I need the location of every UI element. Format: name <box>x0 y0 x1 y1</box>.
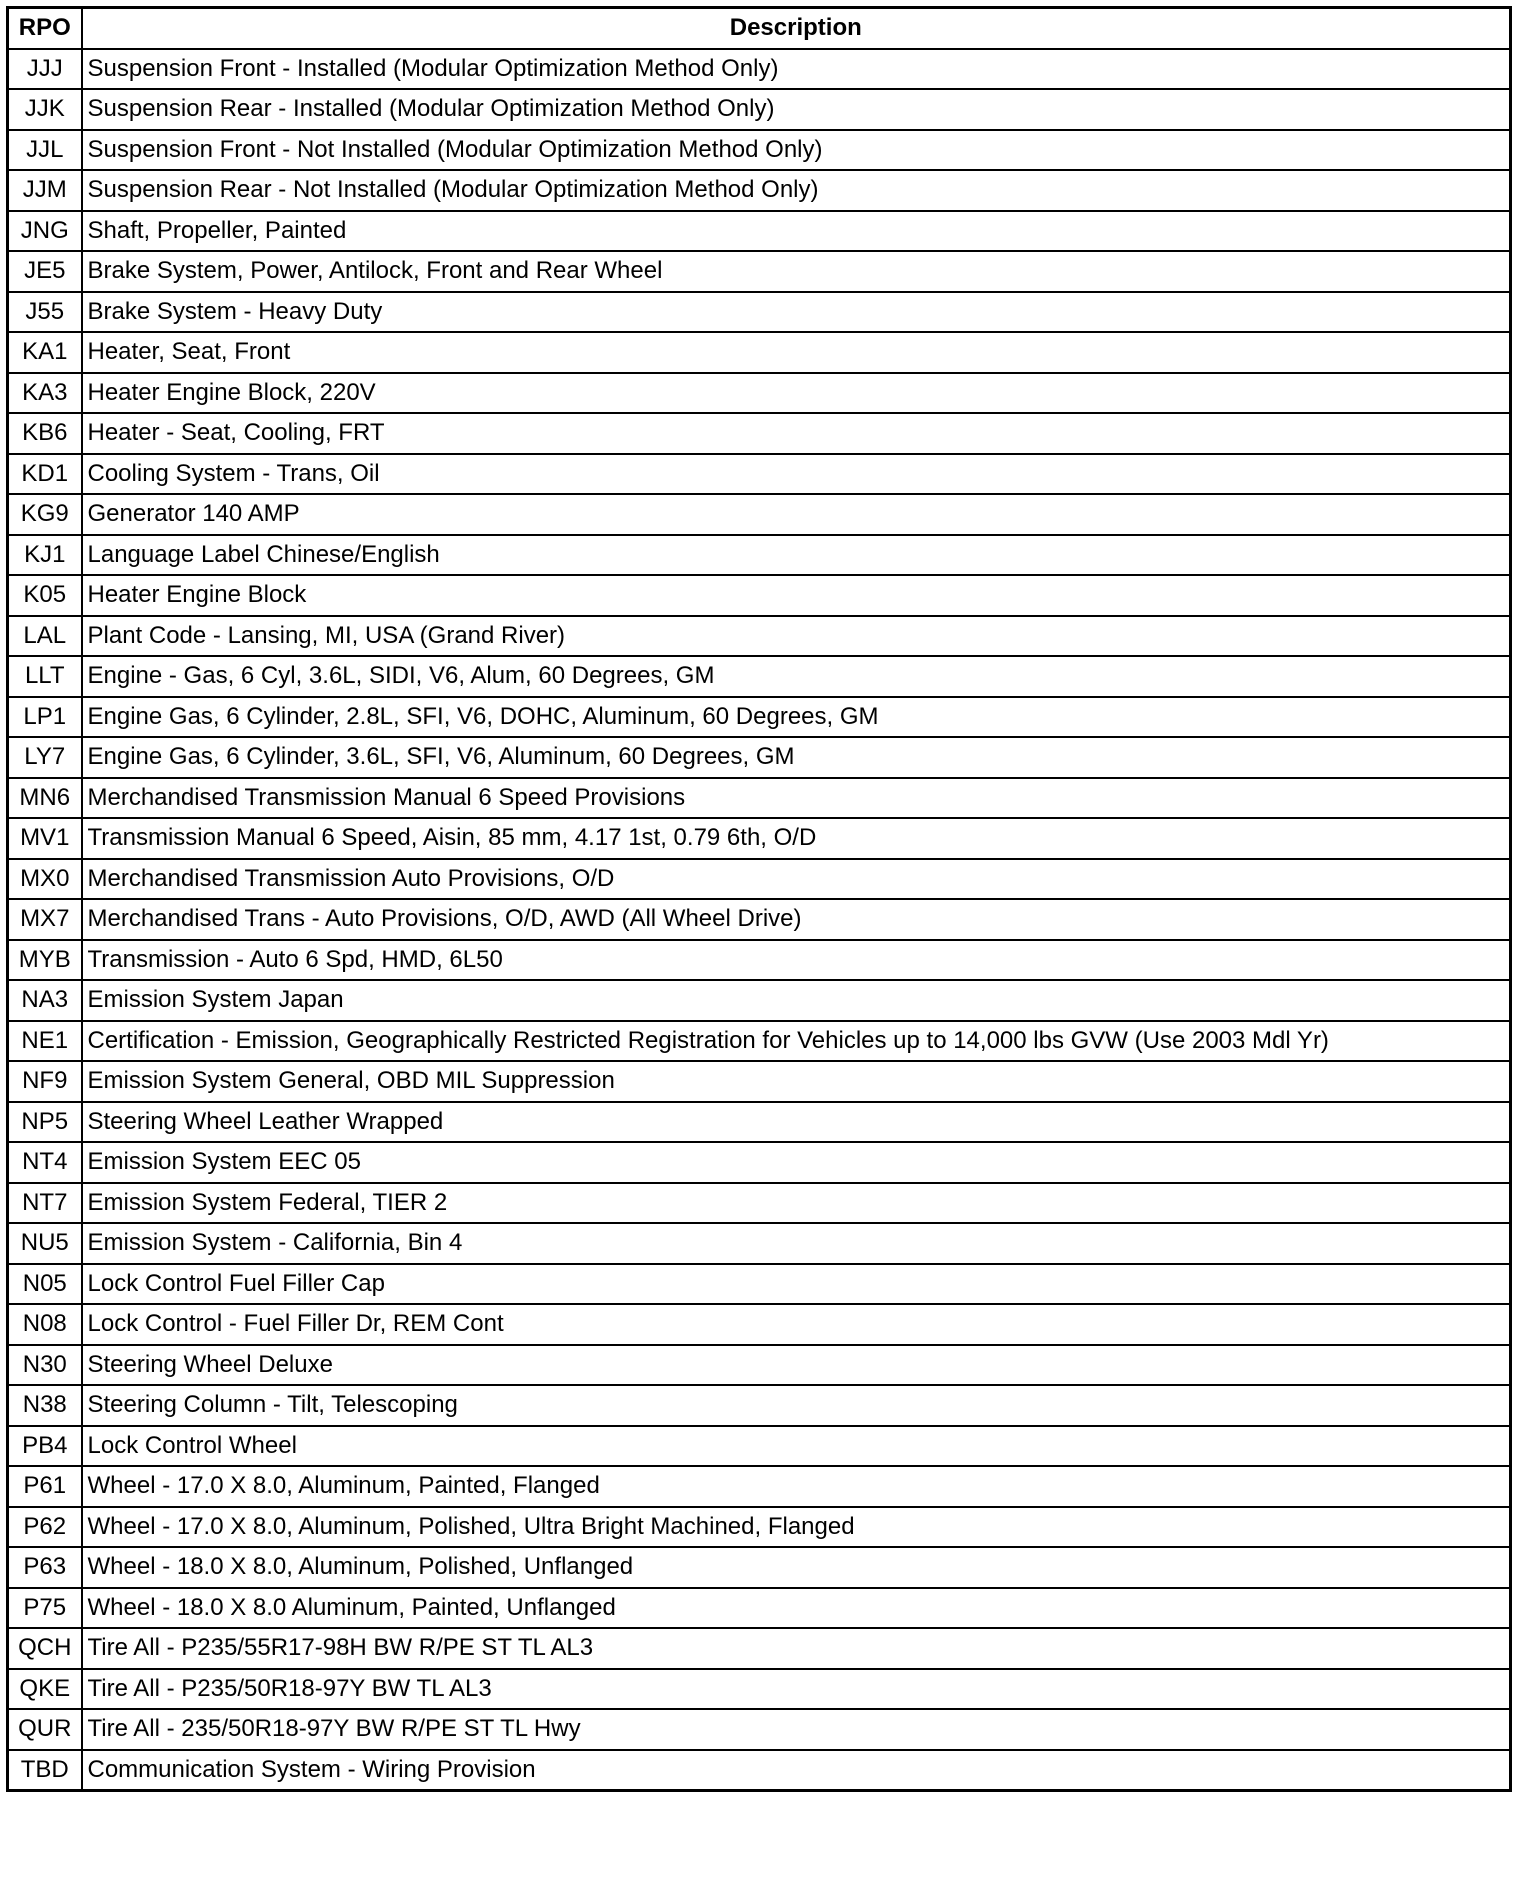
table-row <box>8 1750 1511 1791</box>
table-row <box>8 1264 1511 1305</box>
table-row <box>8 859 1511 900</box>
description-cell: Suspension Front - Not Installed (Modular Optimization Method Only) <box>82 130 1511 171</box>
rpo-code-cell: MX7 <box>8 899 82 940</box>
description-cell: Suspension Front - Installed (Modular Optimization Method Only) <box>82 49 1511 90</box>
rpo-code-cell: NU5 <box>8 1223 82 1264</box>
table-row <box>8 1669 1511 1710</box>
rpo-code-cell: LY7 <box>8 737 82 778</box>
rpo-code-cell: KB6 <box>8 413 82 454</box>
table-row <box>8 575 1511 616</box>
rpo-code-cell: N05 <box>8 1264 82 1305</box>
table-row <box>8 1628 1511 1669</box>
rpo-code-cell: MYB <box>8 940 82 981</box>
rpo-code-cell: NF9 <box>8 1061 82 1102</box>
table-row <box>8 697 1511 738</box>
rpo-code-cell: KA3 <box>8 373 82 414</box>
description-cell: Brake System - Heavy Duty <box>82 292 1511 333</box>
rpo-code-cell: MV1 <box>8 818 82 859</box>
table-row <box>8 1385 1511 1426</box>
rpo-code-cell: TBD <box>8 1750 82 1791</box>
description-cell: Generator 140 AMP <box>82 494 1511 535</box>
table-row <box>8 1223 1511 1264</box>
rpo-code-cell: JJM <box>8 170 82 211</box>
table-row <box>8 413 1511 454</box>
table-body <box>8 49 1511 1791</box>
rpo-code-cell: P62 <box>8 1507 82 1548</box>
description-cell: Wheel - 18.0 X 8.0, Aluminum, Polished, Unflanged <box>82 1547 1511 1588</box>
description-cell: Emission System - California, Bin 4 <box>82 1223 1511 1264</box>
rpo-code-cell: LAL <box>8 616 82 657</box>
rpo-code-cell: LLT <box>8 656 82 697</box>
rpo-code-cell: NT7 <box>8 1183 82 1224</box>
rpo-code-cell: NA3 <box>8 980 82 1021</box>
table-row <box>8 89 1511 130</box>
description-cell: Heater Engine Block <box>82 575 1511 616</box>
table-row <box>8 170 1511 211</box>
description-cell: Emission System EEC 05 <box>82 1142 1511 1183</box>
description-cell: Shaft, Propeller, Painted <box>82 211 1511 252</box>
description-cell: Engine Gas, 6 Cylinder, 2.8L, SFI, V6, DOHC, Aluminum, 60 Degrees, GM <box>82 697 1511 738</box>
table-row <box>8 494 1511 535</box>
description-cell: Lock Control Wheel <box>82 1426 1511 1467</box>
description-cell: Steering Wheel Leather Wrapped <box>82 1102 1511 1143</box>
description-cell: Transmission Manual 6 Speed, Aisin, 85 mm, 4.17 1st, 0.79 6th, O/D <box>82 818 1511 859</box>
rpo-table <box>6 6 1512 1792</box>
rpo-code-cell: P75 <box>8 1588 82 1629</box>
table-row <box>8 616 1511 657</box>
description-cell: Brake System, Power, Antilock, Front and Rear Wheel <box>82 251 1511 292</box>
table-row <box>8 1547 1511 1588</box>
rpo-code-cell: QKE <box>8 1669 82 1710</box>
table-row <box>8 130 1511 171</box>
table-row <box>8 656 1511 697</box>
rpo-code-cell: N30 <box>8 1345 82 1386</box>
rpo-code-cell: JJL <box>8 130 82 171</box>
table-row <box>8 535 1511 576</box>
table-row <box>8 211 1511 252</box>
rpo-code-cell: KA1 <box>8 332 82 373</box>
description-cell: Wheel - 17.0 X 8.0, Aluminum, Polished, Ultra Bright Machined, Flanged <box>82 1507 1511 1548</box>
rpo-code-cell: KJ1 <box>8 535 82 576</box>
table-row <box>8 332 1511 373</box>
rpo-code-cell: K05 <box>8 575 82 616</box>
rpo-code-cell: N38 <box>8 1385 82 1426</box>
description-cell: Steering Column - Tilt, Telescoping <box>82 1385 1511 1426</box>
table-header-row <box>8 8 1511 49</box>
table-row <box>8 1709 1511 1750</box>
rpo-code-cell: KG9 <box>8 494 82 535</box>
description-cell: Lock Control Fuel Filler Cap <box>82 1264 1511 1305</box>
rpo-code-cell: MN6 <box>8 778 82 819</box>
table-row <box>8 1102 1511 1143</box>
rpo-column-header: RPO <box>8 8 82 49</box>
description-cell: Lock Control - Fuel Filler Dr, REM Cont <box>82 1304 1511 1345</box>
description-cell: Plant Code - Lansing, MI, USA (Grand River) <box>82 616 1511 657</box>
description-cell: Emission System General, OBD MIL Suppression <box>82 1061 1511 1102</box>
table-row <box>8 1061 1511 1102</box>
table-row <box>8 1345 1511 1386</box>
description-cell: Engine - Gas, 6 Cyl, 3.6L, SIDI, V6, Alum, 60 Degrees, GM <box>82 656 1511 697</box>
description-cell: Wheel - 18.0 X 8.0 Aluminum, Painted, Unflanged <box>82 1588 1511 1629</box>
table-row <box>8 778 1511 819</box>
description-cell: Merchandised Transmission Auto Provisions, O/D <box>82 859 1511 900</box>
rpo-code-cell: PB4 <box>8 1426 82 1467</box>
description-cell: Communication System - Wiring Provision <box>82 1750 1511 1791</box>
table-row <box>8 1183 1511 1224</box>
description-cell: Language Label Chinese/English <box>82 535 1511 576</box>
table-row <box>8 899 1511 940</box>
description-cell: Engine Gas, 6 Cylinder, 3.6L, SFI, V6, Aluminum, 60 Degrees, GM <box>82 737 1511 778</box>
rpo-code-cell: J55 <box>8 292 82 333</box>
description-cell: Heater, Seat, Front <box>82 332 1511 373</box>
table-row <box>8 940 1511 981</box>
table-row <box>8 49 1511 90</box>
rpo-code-cell: NT4 <box>8 1142 82 1183</box>
rpo-code-cell: P63 <box>8 1547 82 1588</box>
rpo-code-cell: JJJ <box>8 49 82 90</box>
table-row <box>8 737 1511 778</box>
table-row <box>8 251 1511 292</box>
description-cell: Emission System Federal, TIER 2 <box>82 1183 1511 1224</box>
table-row <box>8 1021 1511 1062</box>
rpo-code-cell: NP5 <box>8 1102 82 1143</box>
description-cell: Tire All - P235/55R17-98H BW R/PE ST TL AL3 <box>82 1628 1511 1669</box>
table-row <box>8 1588 1511 1629</box>
rpo-code-cell: NE1 <box>8 1021 82 1062</box>
table-row <box>8 1466 1511 1507</box>
table-row <box>8 373 1511 414</box>
rpo-code-cell: N08 <box>8 1304 82 1345</box>
description-cell: Suspension Rear - Not Installed (Modular Optimization Method Only) <box>82 170 1511 211</box>
table-row <box>8 454 1511 495</box>
rpo-code-cell: MX0 <box>8 859 82 900</box>
table-row <box>8 292 1511 333</box>
table-row <box>8 1507 1511 1548</box>
rpo-code-cell: JNG <box>8 211 82 252</box>
rpo-code-cell: KD1 <box>8 454 82 495</box>
description-cell: Steering Wheel Deluxe <box>82 1345 1511 1386</box>
description-cell: Tire All - P235/50R18-97Y BW TL AL3 <box>82 1669 1511 1710</box>
rpo-code-cell: QCH <box>8 1628 82 1669</box>
description-cell: Merchandised Trans - Auto Provisions, O/D, AWD (All Wheel Drive) <box>82 899 1511 940</box>
description-cell: Heater Engine Block, 220V <box>82 373 1511 414</box>
table-row <box>8 980 1511 1021</box>
rpo-code-cell: P61 <box>8 1466 82 1507</box>
description-cell: Transmission - Auto 6 Spd, HMD, 6L50 <box>82 940 1511 981</box>
description-cell: Merchandised Transmission Manual 6 Speed Provisions <box>82 778 1511 819</box>
description-cell: Emission System Japan <box>82 980 1511 1021</box>
rpo-code-cell: JE5 <box>8 251 82 292</box>
rpo-code-cell: LP1 <box>8 697 82 738</box>
description-cell: Cooling System - Trans, Oil <box>82 454 1511 495</box>
description-cell: Certification - Emission, Geographically Restricted Registration for Vehicles up to 14,000 lbs GVW (Use 2003 Mdl Yr) <box>82 1021 1511 1062</box>
description-cell: Heater - Seat, Cooling, FRT <box>82 413 1511 454</box>
rpo-code-cell: JJK <box>8 89 82 130</box>
description-cell: Wheel - 17.0 X 8.0, Aluminum, Painted, Flanged <box>82 1466 1511 1507</box>
rpo-code-cell: QUR <box>8 1709 82 1750</box>
table-row <box>8 1142 1511 1183</box>
table-row <box>8 1426 1511 1467</box>
description-column-header: Description <box>82 8 1511 49</box>
description-cell: Tire All - 235/50R18-97Y BW R/PE ST TL Hwy <box>82 1709 1511 1750</box>
description-cell: Suspension Rear - Installed (Modular Optimization Method Only) <box>82 89 1511 130</box>
table-row <box>8 1304 1511 1345</box>
table-row <box>8 818 1511 859</box>
